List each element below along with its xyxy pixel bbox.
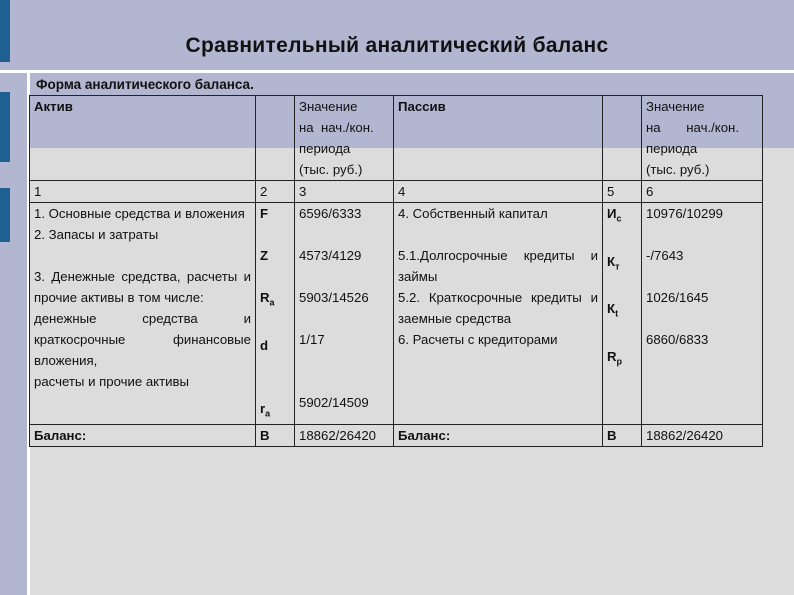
total-liability-symbol: В xyxy=(603,425,642,447)
column-number: 3 xyxy=(295,181,394,203)
liability-value: 6860/6833 xyxy=(646,332,709,347)
table-caption: Форма аналитического баланса. xyxy=(36,77,254,92)
total-asset-value: 18862/26420 xyxy=(295,425,394,447)
column-number: 5 xyxy=(603,181,642,203)
liability-symbol: $И_с$ xyxy=(607,206,622,224)
asset-symbol: F xyxy=(260,206,269,221)
column-number: 6 xyxy=(642,181,763,203)
liability-value: 1026/1645 xyxy=(646,290,709,305)
asset-label: расчеты и прочие активы xyxy=(34,374,189,389)
liability-symbols xyxy=(603,203,642,425)
asset-label: денежные средства и краткосрочные финансовые вложения, xyxy=(34,311,251,368)
header-liability-value: Значение на нач./кон. периода (тыс. руб.) xyxy=(642,96,763,181)
asset-value: 4573/4129 xyxy=(299,248,362,263)
liability-symbol: $К_т$ xyxy=(607,253,620,272)
asset-symbol: Z xyxy=(260,248,269,263)
asset-labels xyxy=(30,203,256,425)
liability-label: 4. Собственный капитал xyxy=(398,206,548,221)
asset-label: 2. Запасы и затраты xyxy=(34,227,159,242)
liability-labels xyxy=(394,203,603,425)
asset-label: 1. Основные средства и вложения xyxy=(34,206,245,221)
header-liability: Пассив xyxy=(394,96,603,181)
liability-values xyxy=(642,203,763,425)
column-number-row xyxy=(30,181,763,203)
asset-symbol: $R_a$ xyxy=(260,290,275,308)
liability-label: 5.2. Краткосрочные кредиты и заемные средства xyxy=(398,290,598,326)
asset-value: 5902/14509 xyxy=(299,395,369,410)
liability-symbol: $К_t$ xyxy=(607,301,619,319)
balance-table xyxy=(29,95,763,447)
asset-values xyxy=(295,203,394,425)
column-number: 2 xyxy=(256,181,295,203)
column-number: 1 xyxy=(30,181,256,203)
total-asset-label: Баланс: xyxy=(30,425,256,447)
liability-label: 5.1.Долгосрочные кредиты и займы xyxy=(398,248,598,284)
asset-value: 6596/6333 xyxy=(299,206,362,221)
asset-symbols xyxy=(256,203,295,425)
column-number: 4 xyxy=(394,181,603,203)
asset-label: 3. Денежные средства, расчеты и прочие активы в том числе: xyxy=(34,269,251,305)
total-row xyxy=(30,425,763,447)
page-title: Сравнительный аналитический баланс xyxy=(185,34,609,57)
accent-bar xyxy=(0,92,10,162)
accent-bar xyxy=(0,188,10,242)
total-liability-label: Баланс: xyxy=(394,425,603,447)
liability-label: 6. Расчеты с кредиторами xyxy=(398,332,558,347)
asset-value: 1/17 xyxy=(299,332,325,347)
liability-symbol: $R_p$ xyxy=(607,348,623,367)
asset-value: 5903/14526 xyxy=(299,290,369,305)
liability-value: 10976/10299 xyxy=(646,206,724,221)
table-header-row xyxy=(30,96,763,181)
total-liability-value: 18862/26420 xyxy=(642,425,763,447)
asset-symbol: $r_a$ xyxy=(260,400,271,419)
asset-symbol: d xyxy=(260,337,269,353)
total-asset-symbol: В xyxy=(256,425,295,447)
divider xyxy=(0,70,794,73)
header-asset-value: Значение на нач./кон. периода (тыс. руб.) xyxy=(295,96,394,181)
liability-value: -/7643 xyxy=(646,248,684,263)
header-asset: Актив xyxy=(30,96,256,181)
table-body-row xyxy=(30,203,763,425)
